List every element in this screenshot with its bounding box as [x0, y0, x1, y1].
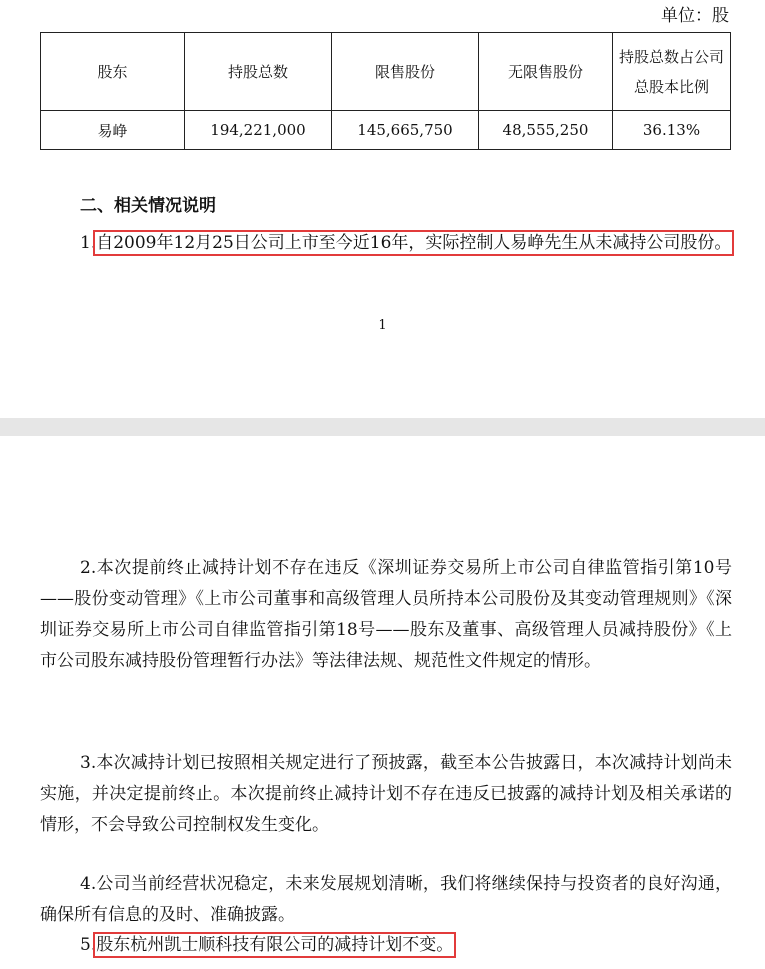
cell-total-shares: 194,221,000 [185, 111, 332, 150]
paragraph-item-4: 4.公司当前经营状况稳定，未来发展规划清晰，我们将继续保持与投资者的良好沟通，确保所有信息的及时、准确披露。 [40, 874, 732, 925]
header-total-shares: 持股总数 [185, 33, 332, 111]
table-header-row [41, 33, 731, 111]
paragraph-item-3: 3.本次减持计划已按照相关规定进行了预披露，截至本公告披露日，本次减持计划尚未实施，并决定提前终止。本次提前终止减持计划不存在违反已披露的减持计划及相关承诺的情形，不会导致公司控制权发生变化。 [40, 753, 732, 835]
shareholding-table [40, 32, 731, 150]
page-number: 1 [378, 318, 387, 333]
cell-ratio: 36.13% [613, 111, 731, 150]
cell-restricted-shares: 145,665,750 [332, 111, 479, 150]
header-ratio: 持股总数占公司总股本比例 [613, 33, 731, 111]
highlighted-text-item-5: 股东杭州凯士顺科技有限公司的减持计划不变。 [96, 935, 454, 955]
document-page-1 [0, 0, 765, 418]
paragraph-item-5 [40, 930, 732, 961]
table-row [41, 111, 731, 150]
header-shareholder: 股东 [41, 33, 185, 111]
item-1-number: 1. [80, 233, 97, 253]
cell-unrestricted-shares: 48,555,250 [479, 111, 613, 150]
cell-shareholder: 易峥 [41, 111, 185, 150]
page-gap [0, 418, 765, 436]
paragraph-item-1 [40, 228, 732, 259]
highlighted-text-item-1: 自2009年12月25日公司上市至今近16年，实际控制人易峥先生从未减持公司股份。 [96, 233, 732, 253]
header-restricted-shares: 限售股份 [332, 33, 479, 111]
section-heading: 二、相关情况说明 [80, 196, 216, 216]
unit-label: 单位：股 [661, 6, 729, 26]
document-page-2 [0, 436, 765, 969]
paragraph-item-2: 2.本次提前终止减持计划不存在违反《深圳证券交易所上市公司自律监管指引第10号——股份变动管理》《上市公司董事和高级管理人员所持本公司股份及其变动管理规则》《深圳证券交易所上市公司自律监管指引第18号——股东及董事、高级管理人员减持股份》《上市公司股东减持股份管理暂行办法》等法律法规、规范性文件规定的情形。 [40, 558, 732, 671]
header-unrestricted-shares: 无限售股份 [479, 33, 613, 111]
item-5-number: 5. [80, 935, 97, 955]
